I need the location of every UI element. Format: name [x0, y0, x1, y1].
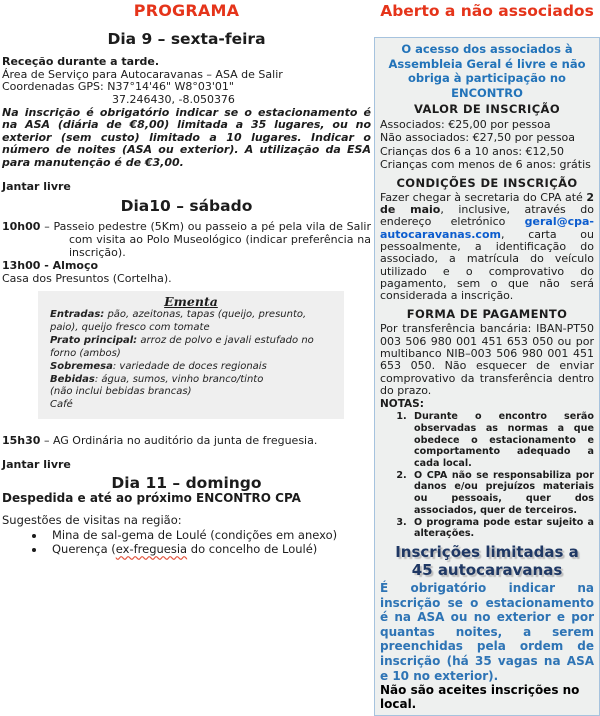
- program-title: PROGRAMA: [133, 1, 240, 20]
- registration-column: [374, 0, 600, 712]
- day10-walk-sep: –: [40, 219, 54, 233]
- menu-item-nota: (não inclui bebidas brancas): [50, 386, 192, 398]
- day9-gps: Coordenadas GPS: N37°14'46" W8°03'01": [2, 80, 234, 93]
- day10-ag-time: 15h30: [2, 434, 41, 448]
- limit-banner: [380, 543, 594, 579]
- day9-dinner: Jantar livre: [2, 180, 71, 194]
- day11-farewell: Despedida e até ao próximo ENCONTRO CPA: [2, 490, 301, 505]
- day9-parking-notice: Na inscrição é obrigatório indicar se o estacionamento é na ASA (diária de €8,00) limitada a 35 lugares, ou no exterior (sem custo) limitado a 10 lugares. Indicar o número de noites (ASA ou exterior). A utilização da ESA para manutenção é de €3,00.: [2, 106, 371, 169]
- assembly-access-note: O acesso dos associados à Assembleia Geral é livre e não obriga à participação no ENCONTRO: [388, 42, 586, 100]
- notes-label: NOTAS:: [380, 398, 424, 411]
- email-link[interactable]: geral@cpa-autocaravanas.com: [380, 215, 594, 241]
- day11-visit-list: [2, 528, 371, 557]
- day9-heading: Dia 9 – sexta-feira: [107, 30, 266, 48]
- price-list: [380, 118, 594, 170]
- program-column: [0, 0, 374, 562]
- menu-item-bebidas: Bebidas: água, sumos, vinho branco/tinto: [50, 373, 264, 385]
- price-nonmembers: Não associados: €27,50 por pessoa: [380, 131, 576, 145]
- menu-box: [38, 291, 344, 419]
- day10-ag-item: [2, 434, 371, 447]
- visit-item-querenca: • Querença (ex-freguesia do concelho de Loulé): [46, 542, 371, 557]
- visit-item-mina: • Mina de sal-gema de Loulé (condições em anexo): [46, 528, 371, 543]
- notes-list: [380, 411, 594, 540]
- payment-heading: FORMA DE PAGAMENTO: [406, 307, 568, 322]
- day10-ag-sep: –: [40, 434, 53, 448]
- menu-item-sobremesa: Sobremesa: variedade de doces regionais: [50, 360, 267, 372]
- menu-title: Ementa: [164, 294, 218, 310]
- day10-lunch-place: Casa dos Presuntos (Cortelha).: [2, 271, 172, 285]
- deadline-date: 2 de maio: [380, 190, 594, 217]
- day9-gps-decimal: 37.246430, -8.050376: [112, 92, 235, 106]
- menu-item-cafe: Café: [50, 399, 73, 411]
- day10-walk-time: 10h00: [2, 219, 41, 233]
- day10-ag-text: AG Ordinária no auditório da junta de freguesia.: [52, 434, 318, 448]
- day10-dinner: Jantar livre: [2, 458, 71, 472]
- day9-location: Área de Serviço para Autocaravanas – ASA de Salir: [2, 67, 283, 81]
- day10-heading: Dia10 – sábado: [120, 196, 253, 215]
- price-children-under-6: Crianças com menos de 6 anos: grátis: [380, 157, 591, 171]
- limit-line-2: 45 autocaravanas: [411, 560, 563, 579]
- note-item-2: 2. O CPA não se responsabiliza por danos e/ou prejuízos materiais ou pessoais, quer dos associados, quer de terceiros.: [410, 470, 594, 517]
- day11-heading: Dia 11 – domingo: [111, 473, 262, 492]
- menu-item-entradas: Entradas: pão, azeitonas, tapas (queijo, presunto, paio), queijo fresco com tomate: [50, 309, 307, 333]
- no-onsite-registration-note: Não são aceites inscrições no local.: [380, 683, 580, 712]
- day10-lunch-time: 13h00 - Almoço: [2, 258, 99, 272]
- menu-item-prato: Prato principal: arroz de polvo e javali estufado no forno (ambos): [50, 334, 314, 359]
- open-to-nonmembers-title: Aberto a não associados: [380, 2, 594, 20]
- day10-walk-item: [2, 220, 371, 260]
- note-item-1: 1. Durante o encontro serão observadas as normas a que obedece o estacionamento e comportamento adequado a cada local.: [410, 411, 594, 470]
- mandatory-parking-note: É obrigatório indicar na inscrição se o estacionamento é na ASA ou no exterior e por quantas noites, a serem preenchidas pela ordem de inscrição (há 35 vagas na ASA e 10 no exterior).: [380, 580, 594, 683]
- registration-info-box: [374, 37, 600, 716]
- conditions-paragraph: Fazer chegar à secretaria do CPA até 2 de maio, inclusive, através do endereço eletrónico geral@cpa-autocaravanas.com, carta ou pessoalmente, a identificação do associado, a matrícula do veículo utilizado e o comprovativo do pagamento, sem o que não será considerada a inscrição.: [380, 190, 594, 303]
- day11-suggestions-intro: Sugestões de visitas na região:: [2, 512, 182, 527]
- conditions-heading: CONDIÇÕES DE INSCRIÇÃO: [396, 175, 578, 190]
- payment-paragraph: Por transferência bancária: IBAN-PT50 003 506 980 001 451 653 050 ou por multibanco NIB–003 506 980 001 451 653 050. Não esquecer de enviar comprovativo da transferência dentro do prazo.: [380, 322, 594, 397]
- limit-line-1: Inscrições limitadas a: [395, 542, 579, 561]
- price-children-6-10: Crianças dos 6 a 10 anos: €12,50: [380, 144, 565, 158]
- day9-reception: Receção durante a tarde.: [2, 55, 160, 68]
- value-heading: VALOR DE INSCRIÇÃO: [413, 102, 561, 117]
- spellcheck-wavy-text: ex-freguesia: [115, 542, 188, 557]
- note-item-3: 3. O programa pode estar sujeito a alterações.: [410, 517, 594, 540]
- price-members: Associados: €25,00 por pessoa: [380, 118, 551, 132]
- day10-walk-text: Passeio pedestre (5Km) ou passeio a pé pela vila de Salir com visita ao Polo Museológico (indicar preferência na inscrição).: [53, 219, 371, 260]
